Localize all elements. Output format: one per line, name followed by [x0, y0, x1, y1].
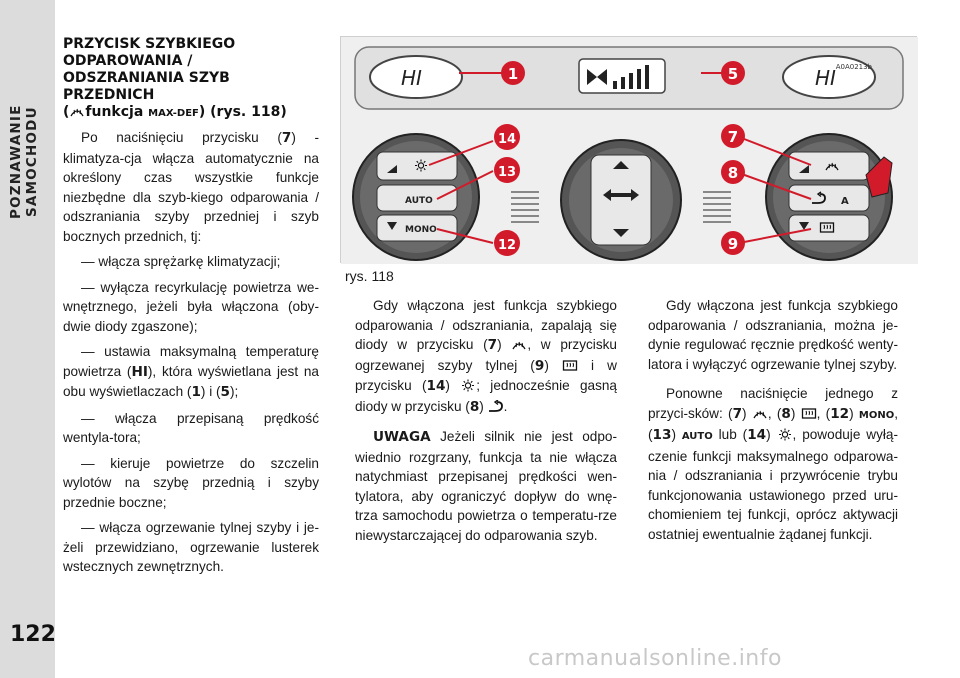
list-item: — włącza przepisaną prędkość wentyla-tora;: [63, 410, 319, 445]
list-item: — wyłącza recyrkulację powietrza we-wnętrznego, jeżeli była włączona (oby-dwie diody zgaszone);: [63, 279, 319, 334]
text: Gdy włączona jest funkcja szybkiego odparowania / odszraniania, zapalają się diody w przycisku (: [355, 298, 617, 352]
callout-number: 13: [497, 165, 517, 180]
callout-7: [721, 124, 745, 148]
ref-number: 1: [191, 384, 201, 400]
callout-13: [494, 157, 520, 183]
text: ): [479, 398, 488, 414]
text: Jeżeli silnik nie jest odpo-wiednio rozgrzany, funkcja ta nie włącza natychmiast przepisanej prędkości wen-tylatora, aby ograniczyć dopływ do wnę-trza samochodu powietrza o temperatu-rze niewystarczającej do odparowania szyb.: [355, 429, 617, 543]
column-2: [355, 296, 617, 545]
auto-label: AUTO: [681, 431, 713, 442]
text: lub (: [712, 427, 748, 442]
note-label: UWAGA: [373, 429, 431, 445]
figure-climate-panel: [340, 36, 917, 263]
callout-8: [721, 160, 745, 184]
text: .: [503, 398, 508, 414]
paragraph: [63, 128, 319, 246]
text: ) - klimatyza-cja włącza automatycznie na określony czas wszystkie funkcje niezbędne dla szyb-kiego odparowania / odszraniania szyby przedniej i szyb bocznych przednich, tj:: [63, 130, 319, 244]
ref-number: 5: [220, 384, 231, 400]
callout-number: 7: [727, 128, 739, 146]
text: ): [544, 357, 562, 373]
list-item: — włącza ogrzewanie tylnej szyby i je-żeli przewidziano, ogrzewanie lusterek wstecznych zewnętrznych.: [63, 520, 319, 574]
callout-number: 1: [507, 65, 519, 83]
ref-number: 9: [534, 357, 545, 374]
callout-9: [721, 231, 745, 255]
ref-number: 7: [281, 130, 292, 146]
a-button-label: A: [841, 196, 849, 207]
text: ) i (: [200, 384, 221, 399]
callout-number: 12: [497, 238, 517, 253]
ref-number: 7: [487, 337, 498, 353]
watermark: carmanualsonline.info: [528, 646, 782, 671]
callout-number: 14: [497, 132, 517, 147]
mono-label: MONO: [858, 409, 895, 421]
text: ): [766, 427, 777, 442]
list-item: — włącza sprężarkę klimatyzacji;: [81, 254, 281, 269]
ref-label: HI: [131, 363, 148, 380]
recirculation-icon: [488, 400, 504, 413]
heading-text: (: [63, 104, 70, 120]
text: ; jednocześnie gasną diody w przycisku (: [355, 378, 617, 414]
windshield-defrost-icon: [752, 407, 768, 420]
list-item: — kieruje powietrze do szczelin wylotów na szybę przednią i szyby przednie boczne;: [63, 455, 319, 510]
text: ): [445, 378, 461, 393]
climate-panel-illustration: [341, 37, 918, 264]
callout-14: [494, 124, 520, 150]
heading-line: PRZEDNICH: [63, 87, 155, 103]
rear-window-heat-icon: [801, 407, 817, 420]
text: ): [497, 337, 512, 352]
text: , (: [816, 405, 831, 421]
paragraph: [648, 384, 898, 544]
heading-text: MAX-DEF: [148, 108, 199, 119]
text: Po naciśnięciu przycisku (: [81, 130, 282, 145]
figure-code: A0A0213b: [835, 63, 872, 71]
callout-5: [721, 61, 745, 85]
callout-12: [494, 230, 520, 256]
ref-number: 13: [652, 427, 672, 443]
text: ), która wyświetlana jest na obu wyświetlaczach (: [63, 363, 319, 399]
column-1: [63, 36, 319, 577]
ref-number: 14: [426, 378, 446, 394]
mono-button-label: MONO: [405, 225, 437, 235]
text: , powoduje wyłą-czenie funkcji maksymalnego odparowa-nia / odszraniania i przywrócenie trybu funkcjonowania ustawionego przed uru-chomieniem tej funkcji, oprócz aktywacji ostatniej ewentualnie żądanej funkcji.: [648, 427, 898, 542]
section-label: POZNAWANIE SAMOCHODU: [8, 104, 40, 220]
heading-line: PRZYCISK SZYBKIEGO: [63, 36, 236, 52]
windshield-defrost-icon: [511, 338, 527, 351]
heading-line: ODSZRANIANIA SZYB: [63, 70, 230, 86]
paragraph: [355, 296, 617, 417]
callout-number: 5: [727, 65, 739, 83]
ref-number: 8: [781, 405, 791, 422]
text: i w przycisku (: [355, 357, 617, 393]
text: , w przycisku ogrzewanej szyby tylnej (: [355, 337, 617, 373]
callout-1: [501, 61, 525, 85]
text: ): [671, 427, 682, 442]
ref-number: 8: [469, 398, 480, 415]
note-paragraph: [355, 427, 617, 545]
text: ): [742, 405, 752, 421]
figure-caption: rys. 118: [345, 268, 394, 284]
heading-line: ODPAROWANIA /: [63, 53, 193, 69]
heading-text: funkcja: [85, 104, 149, 120]
text: — ustawia maksymalną temperaturę powietrza (: [63, 344, 319, 379]
text: );: [230, 384, 239, 399]
ref-number: 14: [747, 427, 767, 443]
rear-window-heat-icon: [562, 359, 578, 372]
ref-number: 7: [732, 405, 743, 422]
text: Ponowne naciśnięcie jednego z przyci-sków: (: [648, 386, 898, 421]
text: , (: [767, 405, 782, 421]
paragraph: Gdy włączona jest funkcja szybkiego odparowania / odszraniania, można je-dynie regulować ręcznie prędkość wenty-latora i wyłączyć ogrzewanie tylnej szyby.: [648, 298, 898, 372]
column-3: [648, 296, 898, 544]
display-right-value: HI: [815, 66, 836, 90]
windshield-defrost-icon: [69, 105, 85, 118]
text: ): [849, 405, 859, 421]
text: , (: [648, 405, 898, 442]
sun-icon: [460, 379, 476, 392]
auto-button-label: AUTO: [405, 196, 433, 206]
section-heading: [63, 36, 319, 122]
callout-number: 9: [727, 235, 739, 253]
text: ): [790, 405, 801, 421]
display-left-value: HI: [401, 66, 422, 90]
ref-number: 12: [830, 405, 850, 422]
page-number: 122: [10, 622, 56, 647]
heading-text: ) (rys. 118): [198, 104, 287, 120]
sun-icon: [777, 428, 793, 441]
callout-number: 8: [727, 164, 739, 182]
heading-line: [63, 104, 319, 122]
list-item: [63, 342, 319, 403]
